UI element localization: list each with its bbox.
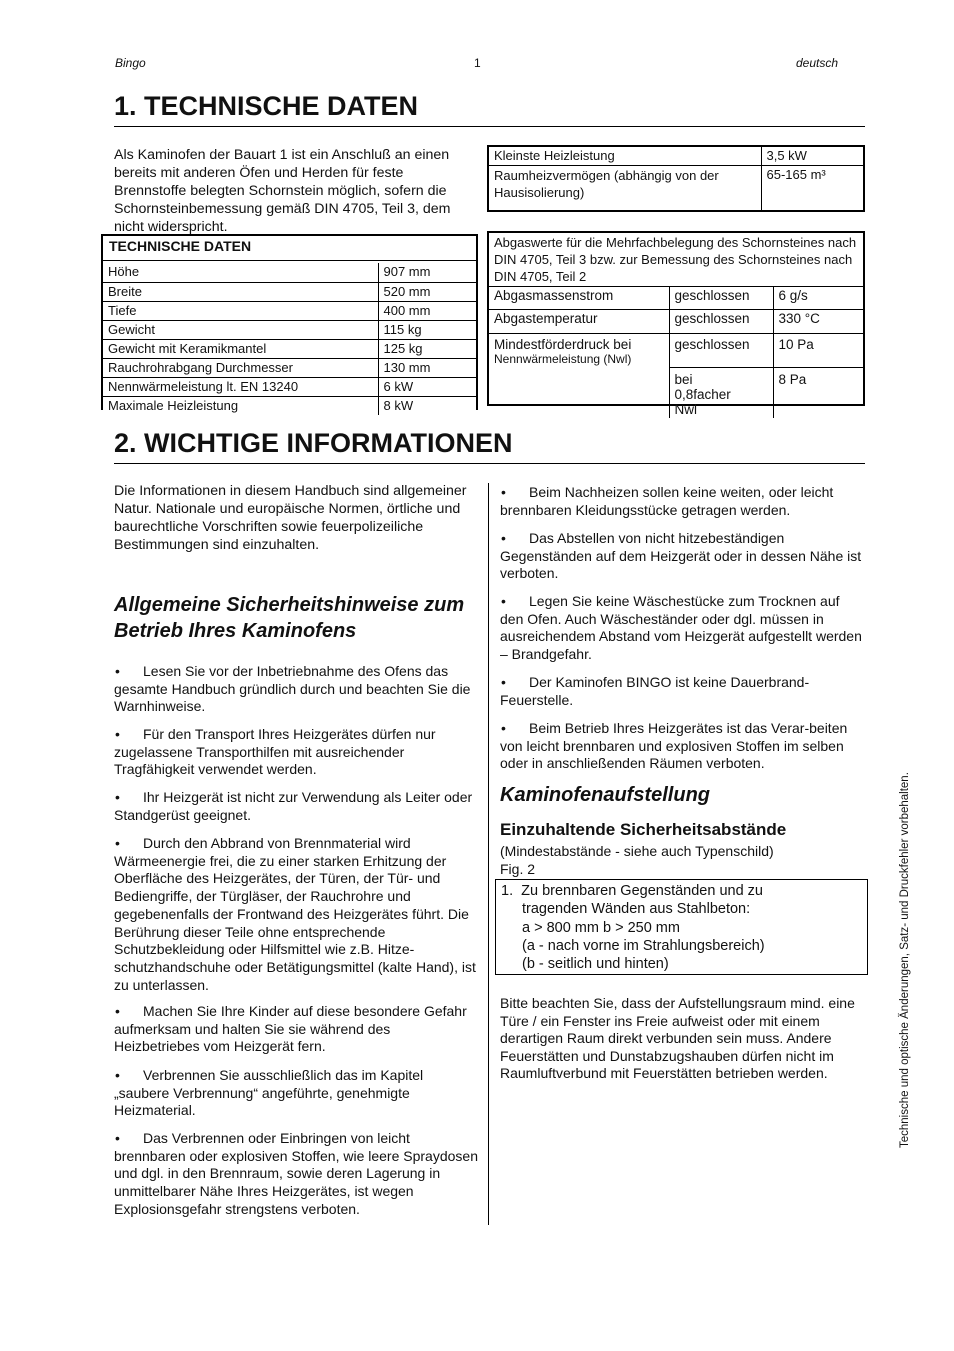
bullet-icon: • xyxy=(115,726,120,742)
tech-data-label: Maximale Heizleistung xyxy=(103,396,378,415)
tech-data-value: 520 mm xyxy=(378,282,476,301)
heat-row-room xyxy=(489,166,863,211)
bullet-icon: • xyxy=(501,484,506,500)
safety-bullet-item xyxy=(500,720,864,773)
page-number: 1 xyxy=(474,56,481,70)
exhaust-state: bei 0,8facher Nwl xyxy=(669,368,773,419)
safety-bullet-item xyxy=(500,674,864,709)
exhaust-values-table xyxy=(487,231,865,417)
heat-label: Kleinste Heizleistung xyxy=(489,147,761,166)
exhaust-label-main: Mindestförderdruck bei xyxy=(494,336,632,352)
distance-line: (b - seitlich und hinten) xyxy=(522,956,669,973)
tech-data-value: 130 mm xyxy=(378,358,476,377)
bullet-icon: • xyxy=(501,593,506,609)
safety-bullet-item xyxy=(114,663,478,716)
tech-data-value: 907 mm xyxy=(378,263,476,282)
distance-values: a > 800 mm b > 250 mm xyxy=(522,919,680,936)
figure-label: Fig. 2 xyxy=(500,861,536,877)
bullet-text: Durch den Abbrand von Brennmaterial wird Wärmeenergie frei, die zu einer starken Erhitzung der Oberfläche des Heizgerätes, der Türen, der Tür- und Bediengriffe, der Türgläser, der Rauchrohre und gegebenenfalls der Frontwand des Heizgerätes führt. Die Berührung dieser Teile ohne entsprechende Schutzbekleidung oder Hilfsmittel wie z.B. Hitze-schutzhandschuhe oder Betätigungsmittel (kalte Hand), ist zu unterlassen. xyxy=(114,835,476,993)
tech-data-label: Gewicht mit Keramikmantel xyxy=(103,339,378,358)
safety-heading: Allgemeine Sicherheitshinweise zum Betrieb Ihres Kaminofens xyxy=(114,594,465,642)
exhaust-label xyxy=(489,333,669,368)
section1-title: 1. TECHNISCHE DATEN xyxy=(114,91,419,121)
tech-data-row xyxy=(103,301,476,320)
safety-bullet-item xyxy=(114,726,478,779)
header-left: Bingo xyxy=(115,56,146,70)
tech-data-row xyxy=(103,320,476,339)
bullet-text: Machen Sie Ihre Kinder auf diese besondere Gefahr aufmerksam und halten Sie sie während des Heizbetriebes vom Heizgerät fern. xyxy=(114,1003,467,1055)
tech-data-row xyxy=(103,282,476,301)
exhaust-label xyxy=(489,368,669,419)
exhaust-row xyxy=(489,333,863,368)
tech-data-value: 8 kW xyxy=(378,396,476,415)
section1-intro: Als Kaminofen der Bauart 1 ist ein Anschluß an einen bereits mit anderen Öfen und Herden für feste Brennstoffe belegten Schornstein möglich, sofern die Schornsteinbemessung gemäß DIN 4705, Teil 3, dem nicht widerspricht. xyxy=(114,147,451,235)
bullet-icon: • xyxy=(501,530,506,546)
safety-bullet-item xyxy=(114,1130,478,1219)
tech-data-table xyxy=(101,234,478,413)
tech-data-label: Tiefe xyxy=(103,301,378,320)
exhaust-row xyxy=(489,287,863,309)
header-language: deutsch xyxy=(796,56,839,70)
heat-value: 65-165 m³ xyxy=(761,166,863,211)
heat-label: Raumheizvermögen (abhängig von der Hausisolierung) xyxy=(489,166,761,211)
exhaust-state: geschlossen xyxy=(669,333,773,368)
bullet-icon: • xyxy=(115,1130,120,1146)
heat-value: 3,5 kW xyxy=(761,147,863,166)
exhaust-label-sub: Nennwärmeleistung (Nwl) xyxy=(494,351,632,366)
distance-line: (a - nach vorne im Strahlungsbereich) xyxy=(522,937,765,954)
bullet-icon: • xyxy=(115,1067,120,1083)
exhaust-row xyxy=(489,368,863,419)
tech-data-label: Rauchrohrabgang Durchmesser xyxy=(103,358,378,377)
bullet-icon: • xyxy=(115,663,120,679)
section2-intro: Die Informationen in diesem Handbuch sind allgemeiner Natur. Nationale und europäische Normen, örtliche und baurechtliche Vorschriften sowie feuerpolizeiliche Bestimmungen sind einzuhalten. xyxy=(114,483,467,553)
safety-bullet-item xyxy=(500,484,864,519)
exhaust-value: 330 °C xyxy=(773,309,863,333)
bullet-icon: • xyxy=(115,835,120,851)
safety-bullet-item xyxy=(500,530,864,583)
safety-bullet-item xyxy=(114,789,478,824)
heat-row-min xyxy=(489,147,863,166)
bullet-text: Verbrennen Sie ausschließlich das im Kapitel „saubere Verbrennung“ angeführte, genehmigte Heizmaterial. xyxy=(114,1067,424,1119)
bullet-text: Ihr Heizgerät ist nicht zur Verwendung als Leiter oder Standgerüst geeignet. xyxy=(114,789,473,823)
safety-bullet-item xyxy=(114,1067,478,1120)
safety-distance-box xyxy=(495,879,868,975)
room-note: Bitte beachten Sie, dass der Aufstellungsraum mind. eine Türe / ein Fenster ins Freie aufweist oder mit einem derartigen Raum direkt verbunden sein muss. Andere Feuerstätten und Dunstabzugshauben dürfen nicht im Raumluftverbund mit Feuerstätten betrieben werden. xyxy=(500,995,855,1082)
tech-data-label: Breite xyxy=(103,282,378,301)
safety-bullet-item xyxy=(114,835,478,994)
safety-bullet-item xyxy=(114,1003,478,1056)
bullet-text: Für den Transport Ihres Heizgerätes dürfen nur zugelassene Transporthilfen mit ausreichender Tragfähigkeit verwendet werden. xyxy=(114,726,436,778)
tech-data-value: 125 kg xyxy=(378,339,476,358)
bullet-icon: • xyxy=(115,789,120,805)
side-disclaimer: Technische und optische Änderungen, Satz- und Druckfehler vorbehalten. xyxy=(899,772,911,1148)
setup-heading: Kaminofenaufstellung xyxy=(500,784,711,806)
tech-data-value: 6 kW xyxy=(378,377,476,396)
tech-data-row xyxy=(103,263,476,282)
exhaust-value: 10 Pa xyxy=(773,333,863,368)
bullet-text: Lesen Sie vor der Inbetriebnahme des Ofens das gesamte Handbuch gründlich durch und beachten Sie die Warnhinweise. xyxy=(114,663,471,715)
heat-output-table xyxy=(487,145,865,212)
tech-data-row xyxy=(103,377,476,396)
tech-data-row xyxy=(103,396,476,415)
bullet-text: Beim Betrieb Ihres Heizgerätes ist das Verar-beiten von leicht brennbaren und explosiven Stoffen im selben oder in anschließenden Räumen verboten. xyxy=(500,720,848,772)
exhaust-label: Abgasmassenstrom xyxy=(489,287,669,309)
tech-data-label: Höhe xyxy=(103,263,378,282)
distance-line: 1. Zu brennbaren Gegenständen und zu xyxy=(501,883,763,899)
distance-heading: Einzuhaltende Sicherheitsabstände xyxy=(500,820,787,839)
tech-data-row xyxy=(103,339,476,358)
bullet-text: Beim Nachheizen sollen keine weiten, oder leicht brennbaren Kleidungsstücke getragen werden. xyxy=(500,484,834,518)
bullet-text: Das Abstellen von nicht hitzebeständigen Gegenständen auf dem Heizgerät oder in dessen Nähe ist verboten. xyxy=(500,530,862,582)
tech-data-row xyxy=(103,358,476,377)
column-divider xyxy=(488,483,489,1225)
exhaust-state: geschlossen xyxy=(669,309,773,333)
bullet-icon: • xyxy=(115,1003,120,1019)
distance-line: tragenden Wänden aus Stahlbeton: xyxy=(522,901,751,918)
tech-data-value: 400 mm xyxy=(378,301,476,320)
bullet-text: Legen Sie keine Wäschestücke zum Trocknen auf den Ofen. Auch Wäscheständer oder dgl. müssen in ausreichendem Abstand vom Heizgerät aufgestellt werden – Brandgefahr. xyxy=(500,593,862,663)
tech-data-label: Nennwärmeleistung lt. EN 13240 xyxy=(103,377,378,396)
bullet-icon: • xyxy=(501,720,506,736)
section2-rule xyxy=(114,463,865,464)
bullet-icon: • xyxy=(501,674,506,690)
bullet-text: Der Kaminofen BINGO ist keine Dauerbrand-Feuerstelle. xyxy=(500,674,810,708)
tech-data-value: 115 kg xyxy=(378,320,476,339)
exhaust-value: 8 Pa xyxy=(773,368,863,419)
exhaust-value: 6 g/s xyxy=(773,287,863,309)
exhaust-row xyxy=(489,309,863,333)
exhaust-state: geschlossen xyxy=(669,287,773,309)
section2-title: 2. WICHTIGE INFORMATIONEN xyxy=(114,428,513,458)
tech-data-table-title: TECHNISCHE DATEN xyxy=(103,236,476,261)
bullet-text: Das Verbrennen oder Einbringen von leicht brennbaren oder explosiven Stoffen, wie leere Spraydosen und dgl. in den Brennraum, sowie deren Lagerung in unmittelbarer Nähe Ihres Heizgerätes, ist wegen Explosionsgefahr strengstens verboten. xyxy=(114,1130,478,1217)
distance-subheading: (Mindestabstände - siehe auch Typenschild) xyxy=(500,843,774,859)
safety-bullet-item xyxy=(500,593,864,664)
section1-rule xyxy=(114,126,865,127)
exhaust-table-title: Abgaswerte für die Mehrfachbelegung des Schornsteines nach DIN 4705, Teil 3 bzw. zur Bemessung des Schornsteines nach DIN 4705, Teil 2 xyxy=(489,233,863,287)
exhaust-label: Abgastemperatur xyxy=(489,309,669,333)
tech-data-label: Gewicht xyxy=(103,320,378,339)
